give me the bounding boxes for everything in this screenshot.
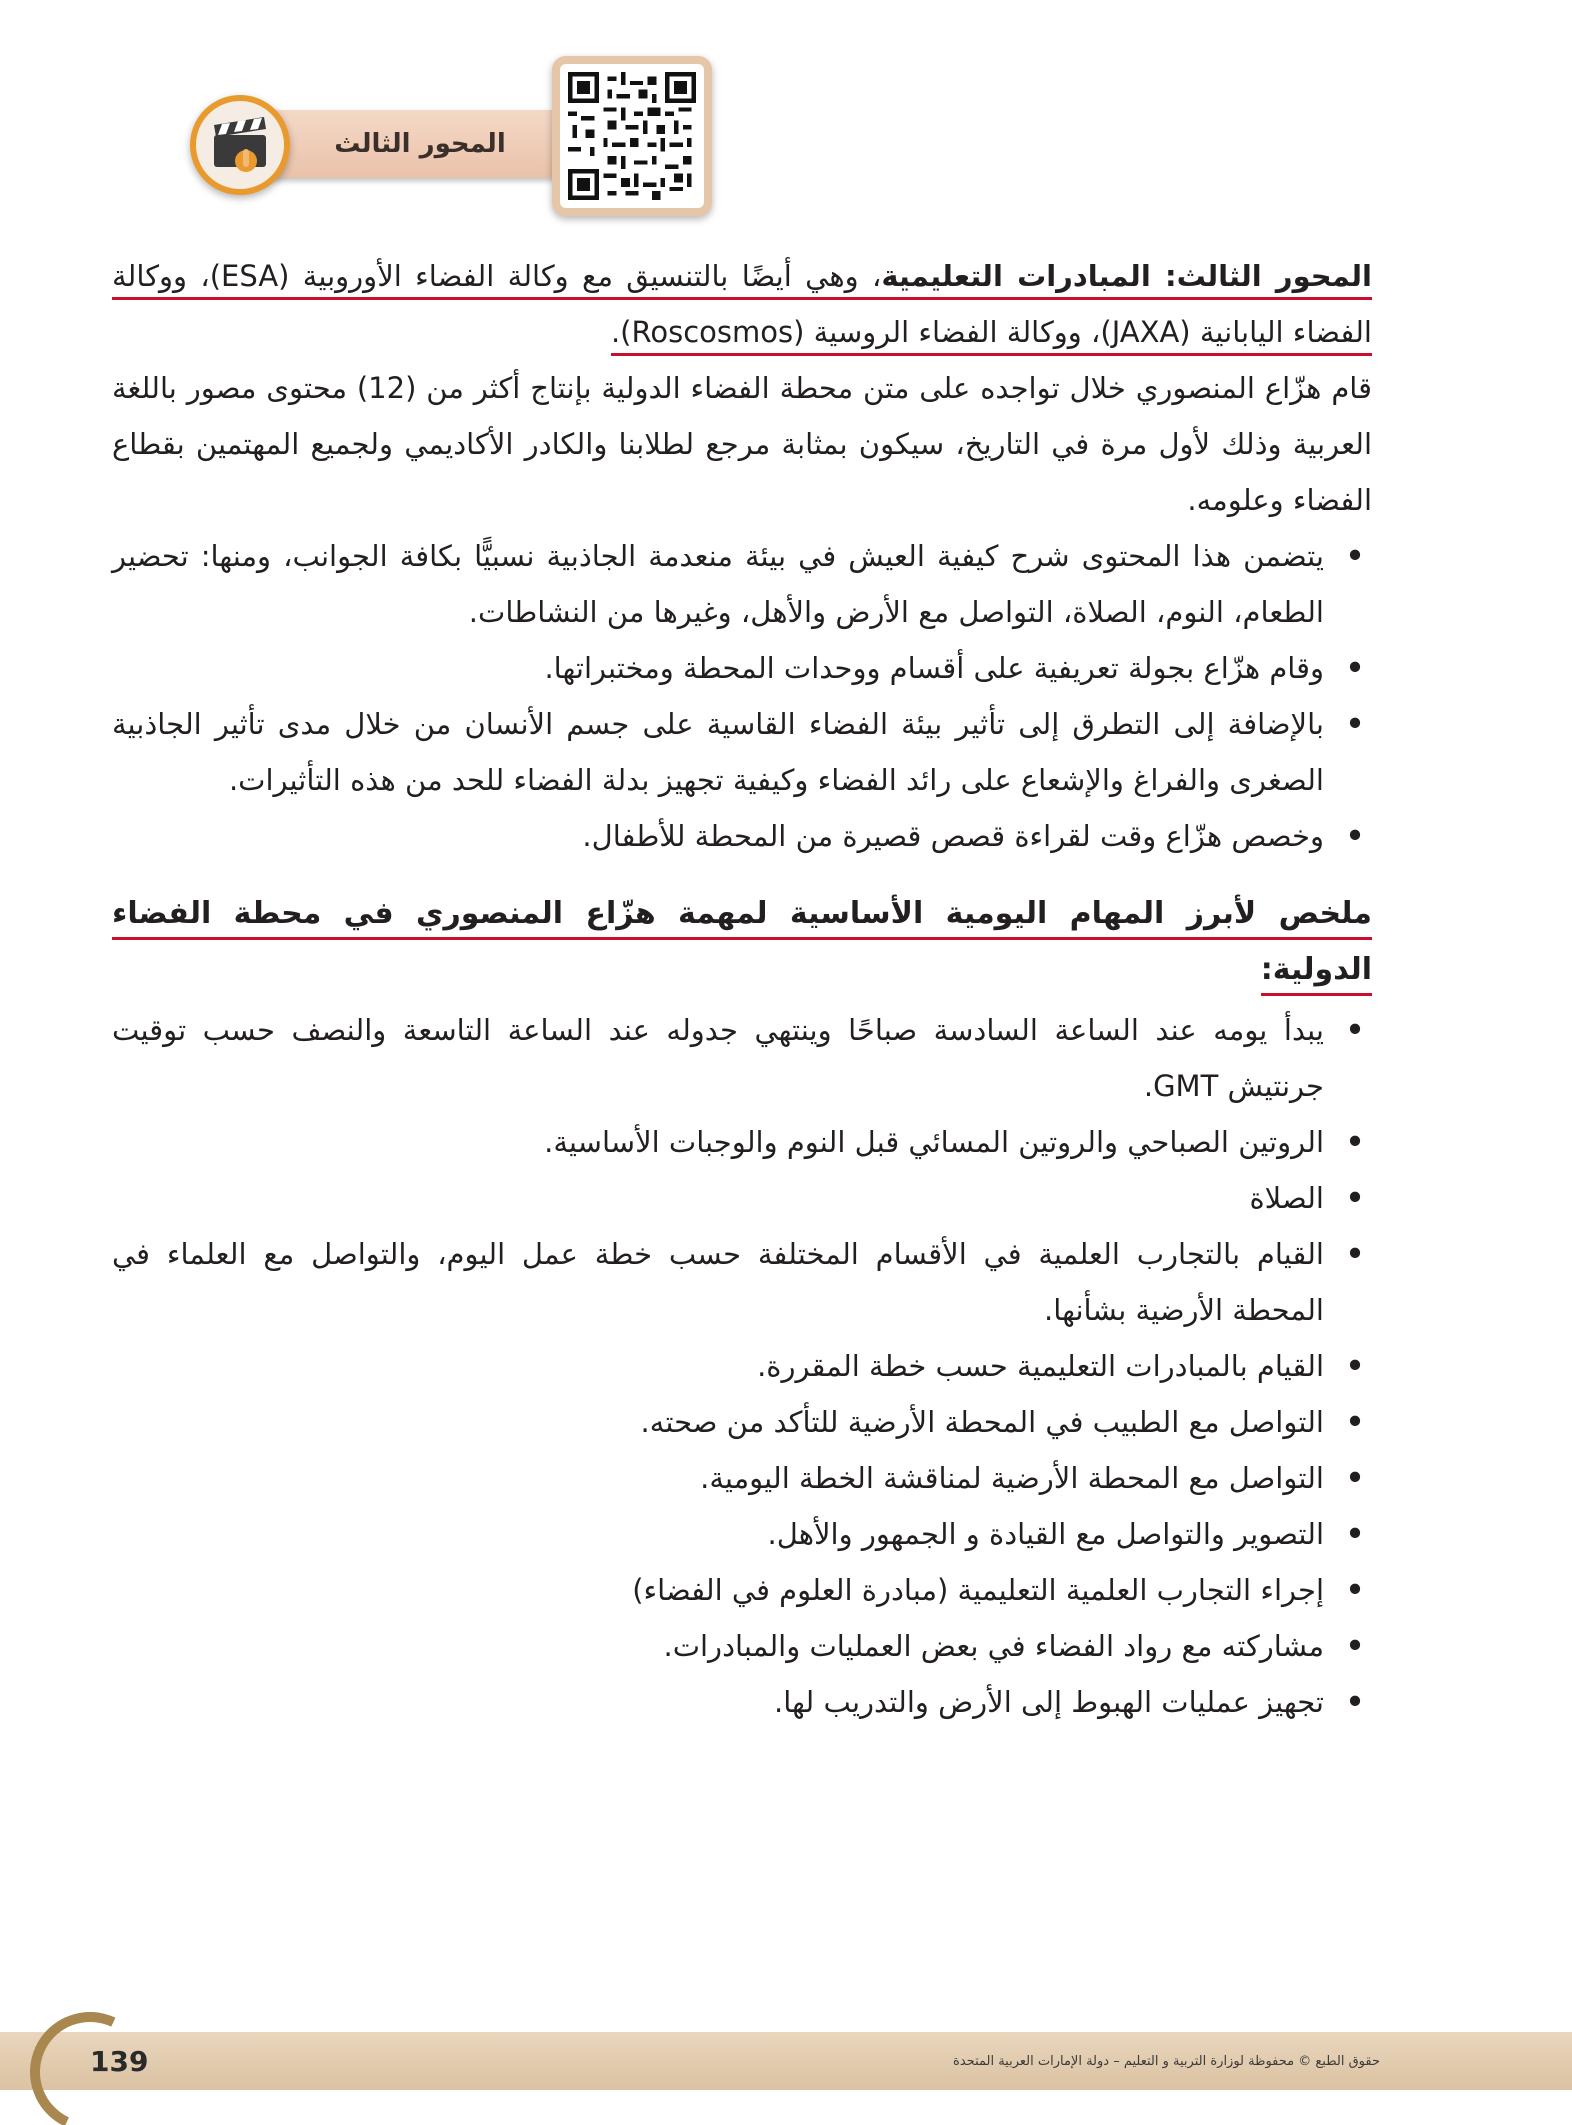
list-item: • إجراء التجارب العلمية التعليمية (مبادرة العلوم في الفضاء) — [112, 1562, 1372, 1618]
copyright-note: حقوق الطبع © محفوظة لوزارة التربية و التعليم – دولة الإمارات العربية المتحدة — [953, 2054, 1380, 2069]
intro-lead-line — [112, 259, 1372, 356]
list-item: • مشاركته مع رواد الفضاء في بعض العمليات والمبادرات. — [112, 1618, 1372, 1674]
list-item: • التصوير والتواصل مع القيادة و الجمهور والأهل. — [112, 1506, 1372, 1562]
list-item: • الصلاة — [112, 1170, 1372, 1226]
bullet-icon: • — [1345, 819, 1365, 853]
bullet-icon: • — [1345, 1349, 1365, 1383]
bullet-icon: • — [1345, 1181, 1365, 1215]
bullet-icon: • — [1345, 1405, 1365, 1439]
video-play-button[interactable] — [190, 95, 290, 195]
page-section-title: المحور الثالث — [334, 129, 506, 159]
bullet-icon: • — [1345, 1461, 1365, 1495]
list-item: • تجهيز عمليات الهبوط إلى الأرض والتدريب لها. — [112, 1674, 1372, 1730]
list-item: • التواصل مع الطبيب في المحطة الأرضية للتأكد من صحته. — [112, 1394, 1372, 1450]
bullet-icon: • — [1345, 651, 1365, 685]
bullet-icon: • — [1345, 1685, 1365, 1719]
bullet-list-content — [112, 528, 1372, 864]
list-item: • القيام بالمبادرات التعليمية حسب خطة المقررة. — [112, 1338, 1372, 1394]
list-item: • الروتين الصباحي والروتين المسائي قبل النوم والوجبات الأساسية. — [112, 1114, 1372, 1170]
page-number: 139 — [90, 2045, 149, 2078]
qr-code[interactable] — [552, 56, 712, 216]
list-item: • القيام بالتجارب العلمية في الأقسام المختلفة حسب خطة عمل اليوم، والتواصل مع العلماء في المحطة الأرضية بشأنها. — [112, 1226, 1372, 1338]
video-clapper-icon — [206, 111, 274, 179]
bullet-icon: • — [1345, 1573, 1365, 1607]
main-content — [112, 248, 1372, 1730]
intro-lead-bold: المحور الثالث: المبادرات التعليمية — [881, 259, 1372, 293]
bullet-icon: • — [1345, 1629, 1365, 1663]
bullet-icon: • — [1345, 1237, 1365, 1271]
bullet-icon: • — [1345, 1517, 1365, 1551]
section-heading: ملخص لأبرز المهام اليومية الأساسية لمهمة هزّاع المنصوري في محطة الفضاء الدولية: — [112, 886, 1372, 998]
bullet-icon: • — [1345, 539, 1365, 573]
intro-paragraph — [112, 248, 1372, 360]
list-item: • وقام هزّاع بجولة تعريفية على أقسام ووحدات المحطة ومختبراتها. — [112, 640, 1372, 696]
bullet-icon: • — [1345, 707, 1365, 741]
list-item: • يتضمن هذا المحتوى شرح كيفية العيش في بيئة منعدمة الجاذبية نسبيًّا بكافة الجوانب، ومنها: تحضير الطعام، النوم، الصلاة، التواصل مع الأرض والأهل، وغيرها من النشاطات. — [112, 528, 1372, 640]
intro-lead-rest: ، وهي أيضًا بالتنسيق مع وكالة الفضاء الأوروبية (ESA)، ووكالة الفضاء اليابانية (JAXA)، ووكالة الفضاء الروسية (Roscosmos). — [112, 259, 1372, 349]
list-item: • التواصل مع المحطة الأرضية لمناقشة الخطة اليومية. — [112, 1450, 1372, 1506]
bullet-icon: • — [1345, 1125, 1365, 1159]
list-item: • بالإضافة إلى التطرق إلى تأثير بيئة الفضاء القاسية على جسم الأنسان من خلال مدى تأثير الجاذبية الصغرى والفراغ والإشعاع على رائد الفضاء وكيفية تجهيز بدلة الفضاء للحد من هذه التأثيرات. — [112, 696, 1372, 808]
body-paragraph: قام هزّاع المنصوري خلال تواجده على متن محطة الفضاء الدولية بإنتاج أكثر من (12) محتوى مصور باللغة العربية وذلك لأول مرة في التاريخ، سيكون بمثابة مرجع لطلابنا والكادر الأكاديمي ولجميع المهتمين بقطاع الفضاء وعلومه. — [112, 371, 1373, 517]
qr-code-icon — [568, 72, 696, 200]
list-item: • وخصص هزّاع وقت لقراءة قصص قصيرة من المحطة للأطفال. — [112, 808, 1372, 864]
list-item: • يبدأ يومه عند الساعة السادسة صباحًا وينتهي جدوله عند الساعة التاسعة والنصف حسب توقيت جرنتيش GMT. — [112, 1002, 1372, 1114]
bullet-list-daily-tasks — [112, 1002, 1372, 1730]
bullet-icon: • — [1345, 1013, 1365, 1047]
